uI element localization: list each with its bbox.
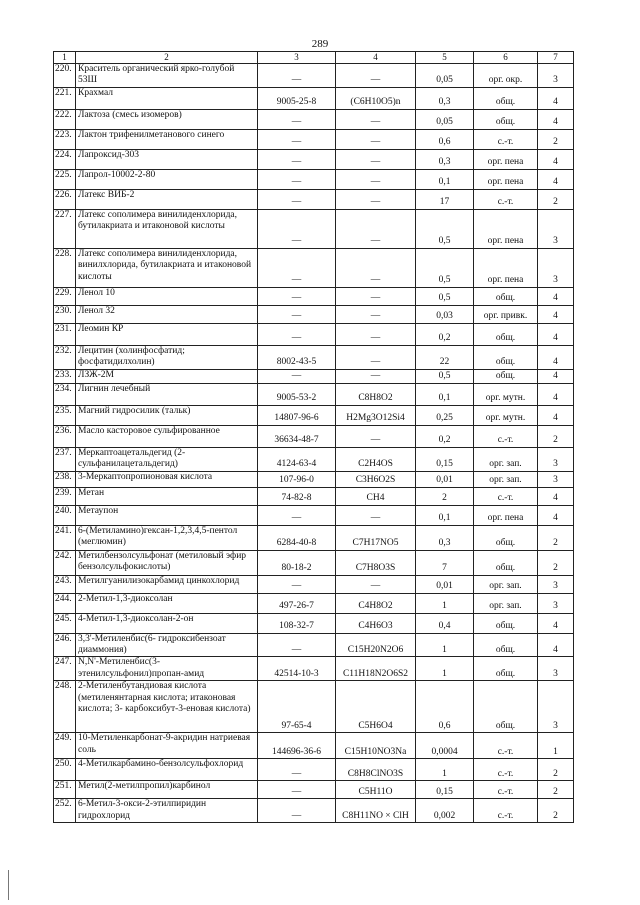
- hazard-class: 2: [538, 759, 574, 781]
- substance-name: 3-Меркаптопропионовая кислота: [76, 471, 258, 487]
- hazard-type: с.-т.: [474, 799, 538, 823]
- hazard-class: 1: [538, 733, 574, 759]
- substance-name: 4-Метил-1,3-диоксолан-2-он: [76, 613, 258, 633]
- substance-name: Латекс сополимера винилиденхлорида, винилхлорида, бутилакриата и итаконовой кислоты: [76, 248, 258, 287]
- hazard-type: с.-т.: [474, 189, 538, 209]
- col-header-3: 3: [258, 52, 336, 64]
- chemical-formula: C8H8ClNO3S: [336, 759, 416, 781]
- chemical-formula: H2Mg3O12Si4: [336, 405, 416, 425]
- row-number: 241.: [54, 525, 76, 550]
- chemical-formula: C4H6O3: [336, 613, 416, 633]
- table-row: [54, 383, 574, 405]
- hazard-class: 4: [538, 287, 574, 305]
- table-row: [54, 305, 574, 323]
- hazard-type: общ.: [474, 657, 538, 681]
- hazard-class: 4: [538, 323, 574, 345]
- hazard-class: 4: [538, 487, 574, 505]
- table-row: [54, 681, 574, 733]
- substance-name: 6-(Метиламино)гексан-1,2,3,4,5-пентол (меглюмин): [76, 525, 258, 550]
- col-header-5: 5: [416, 52, 474, 64]
- cas-number: 8002-43-5: [258, 345, 336, 369]
- hazard-type: с.-т.: [474, 129, 538, 149]
- hazard-type: орг. зап.: [474, 447, 538, 471]
- cas-number: —: [258, 575, 336, 593]
- chemical-formula: C5H6O4: [336, 681, 416, 733]
- chemical-formula: C11H18N2O6S2: [336, 657, 416, 681]
- chemical-formula: —: [336, 189, 416, 209]
- substance-name: Метилгуанилизокарбамид цинкохлорид: [76, 575, 258, 593]
- substance-name: Латекс сополимера винилиденхлорида, бутилакриата и итаконовой кислоты: [76, 209, 258, 248]
- chemical-formula: —: [336, 109, 416, 129]
- hazard-type: общ.: [474, 633, 538, 657]
- row-number: 224.: [54, 149, 76, 169]
- hazard-type: общ.: [474, 550, 538, 575]
- table-row: [54, 209, 574, 248]
- cas-number: 80-18-2: [258, 550, 336, 575]
- table-row: [54, 487, 574, 505]
- chemical-formula: C7H8O3S: [336, 550, 416, 575]
- chemical-formula: C7H17NO5: [336, 525, 416, 550]
- hazard-type: общ.: [474, 613, 538, 633]
- row-number: 251.: [54, 781, 76, 799]
- cas-number: —: [258, 305, 336, 323]
- hazard-type: общ.: [474, 369, 538, 383]
- table-row: [54, 369, 574, 383]
- chemical-formula: C15H20N2O6: [336, 633, 416, 657]
- col-header-7: 7: [538, 52, 574, 64]
- hazard-class: 3: [538, 447, 574, 471]
- hazard-type: орг. пена: [474, 505, 538, 525]
- substance-name: Лецитин (холинфосфатид; фосфатидилхолин): [76, 345, 258, 369]
- cas-number: —: [258, 781, 336, 799]
- hazard-class: 4: [538, 305, 574, 323]
- substance-name: 2-Метил-1,3-диоксолан: [76, 593, 258, 613]
- hazard-type: с.-т.: [474, 425, 538, 447]
- table-row: [54, 781, 574, 799]
- cas-number: —: [258, 505, 336, 525]
- cas-number: —: [258, 189, 336, 209]
- hazard-type: общ.: [474, 87, 538, 109]
- row-number: 248.: [54, 681, 76, 733]
- substance-name: Метил(2-метилпропил)карбинол: [76, 781, 258, 799]
- substance-name: 2-Метиленбутандиовая кислота (метиленянтарная кислота; итаконовая кислота; 3- карбоксибут-3-еновая кислота): [76, 681, 258, 733]
- row-number: 229.: [54, 287, 76, 305]
- row-number: 220.: [54, 64, 76, 88]
- row-number: 242.: [54, 550, 76, 575]
- substance-name: Метилбензолсульфонат (метиловый эфир бензолсульфокислоты): [76, 550, 258, 575]
- hazard-type: с.-т.: [474, 487, 538, 505]
- table-row: [54, 425, 574, 447]
- concentration-value: 0,05: [416, 64, 474, 88]
- hazard-type: орг. зап.: [474, 471, 538, 487]
- hazard-class: 4: [538, 109, 574, 129]
- table-row: [54, 657, 574, 681]
- chemical-formula: C2H4OS: [336, 447, 416, 471]
- hazard-type: орг. мутн.: [474, 383, 538, 405]
- chemical-formula: —: [336, 209, 416, 248]
- concentration-value: 0,5: [416, 287, 474, 305]
- substance-name: ЛЗЖ-2М: [76, 369, 258, 383]
- row-number: 228.: [54, 248, 76, 287]
- hazard-type: орг. зап.: [474, 575, 538, 593]
- substance-name: Ленол 32: [76, 305, 258, 323]
- substance-name: Метан: [76, 487, 258, 505]
- substance-name: N,N'-Метиленбис(3-этенилсульфонил)пропан-амид: [76, 657, 258, 681]
- row-number: 236.: [54, 425, 76, 447]
- row-number: 239.: [54, 487, 76, 505]
- hazard-class: 4: [538, 633, 574, 657]
- table-row: [54, 323, 574, 345]
- cas-number: —: [258, 109, 336, 129]
- substance-name: Меркаптоацетальдегид (2-сульфанилацетальдегид): [76, 447, 258, 471]
- hazard-class: 4: [538, 505, 574, 525]
- hazard-type: с.-т.: [474, 733, 538, 759]
- col-header-1: 1: [54, 52, 76, 64]
- row-number: 221.: [54, 87, 76, 109]
- concentration-value: 0,03: [416, 305, 474, 323]
- chemical-formula: —: [336, 149, 416, 169]
- cas-number: —: [258, 209, 336, 248]
- row-number: 234.: [54, 383, 76, 405]
- concentration-value: 0,1: [416, 169, 474, 189]
- hazard-class: 2: [538, 129, 574, 149]
- concentration-value: 1: [416, 633, 474, 657]
- table-row: [54, 287, 574, 305]
- table-row: [54, 64, 574, 88]
- cas-number: 4124-63-4: [258, 447, 336, 471]
- substance-name: Лапроксид-303: [76, 149, 258, 169]
- concentration-value: 0,5: [416, 369, 474, 383]
- hazard-class: 3: [538, 209, 574, 248]
- chemical-formula: CH4: [336, 487, 416, 505]
- chemical-formula: —: [336, 575, 416, 593]
- substance-name: Масло касторовое сульфированное: [76, 425, 258, 447]
- hazard-class: 3: [538, 593, 574, 613]
- substance-name: Крахмал: [76, 87, 258, 109]
- table-row: [54, 613, 574, 633]
- concentration-value: 0,6: [416, 681, 474, 733]
- cas-number: —: [258, 129, 336, 149]
- concentration-value: 1: [416, 759, 474, 781]
- row-number: 247.: [54, 657, 76, 681]
- substance-name: 3,3'-Метиленбис(6- гидроксибензоат диаммония): [76, 633, 258, 657]
- table-row: [54, 447, 574, 471]
- concentration-value: 2: [416, 487, 474, 505]
- concentration-value: 0,3: [416, 87, 474, 109]
- chemical-formula: —: [336, 169, 416, 189]
- substance-name: Лапрол-10002-2-80: [76, 169, 258, 189]
- concentration-value: 0,01: [416, 575, 474, 593]
- hazard-type: орг. пена: [474, 248, 538, 287]
- cas-number: 36634-48-7: [258, 425, 336, 447]
- chemical-formula: —: [336, 64, 416, 88]
- row-number: 240.: [54, 505, 76, 525]
- row-number: 243.: [54, 575, 76, 593]
- cas-number: 497-26-7: [258, 593, 336, 613]
- hazard-class: 2: [538, 781, 574, 799]
- hazard-class: 2: [538, 550, 574, 575]
- hazard-type: орг. зап.: [474, 593, 538, 613]
- hazard-type: общ.: [474, 525, 538, 550]
- hazard-type: с.-т.: [474, 781, 538, 799]
- hazard-class: 4: [538, 405, 574, 425]
- hazard-type: орг. привк.: [474, 305, 538, 323]
- chemical-formula: —: [336, 369, 416, 383]
- table-row: [54, 471, 574, 487]
- substance-name: Латекс ВИБ-2: [76, 189, 258, 209]
- hazard-type: с.-т.: [474, 759, 538, 781]
- table-row: [54, 575, 574, 593]
- concentration-value: 0,15: [416, 781, 474, 799]
- concentration-value: 0,01: [416, 471, 474, 487]
- concentration-value: 0,25: [416, 405, 474, 425]
- substance-name: Ленол 10: [76, 287, 258, 305]
- substance-name: Магний гидросилик (тальк): [76, 405, 258, 425]
- cas-number: 107-96-0: [258, 471, 336, 487]
- scan-edge-mark: [8, 870, 17, 900]
- cas-number: —: [258, 323, 336, 345]
- concentration-value: 0,05: [416, 109, 474, 129]
- substance-name: 6-Метил-3-окси-2-этилпиридин гидрохлорид: [76, 799, 258, 823]
- row-number: 244.: [54, 593, 76, 613]
- hazard-type: орг. окр.: [474, 64, 538, 88]
- chemical-formula: (C6H10O5)n: [336, 87, 416, 109]
- table-row: [54, 405, 574, 425]
- chemical-formula: —: [336, 345, 416, 369]
- hazard-class: 2: [538, 799, 574, 823]
- col-header-2: 2: [76, 52, 258, 64]
- substance-name: 10-Метиленкарбонат-9-акридин натриевая соль: [76, 733, 258, 759]
- concentration-value: 0,6: [416, 129, 474, 149]
- col-header-6: 6: [474, 52, 538, 64]
- hazard-class: 4: [538, 169, 574, 189]
- substance-name: Лактон трифенилметанового синего: [76, 129, 258, 149]
- cas-number: —: [258, 169, 336, 189]
- chemical-formula: C8H8O2: [336, 383, 416, 405]
- row-number: 223.: [54, 129, 76, 149]
- chemical-formula: —: [336, 505, 416, 525]
- hazard-class: 4: [538, 613, 574, 633]
- hazard-type: общ.: [474, 109, 538, 129]
- col-header-4: 4: [336, 52, 416, 64]
- table-row: [54, 189, 574, 209]
- hazard-type: общ.: [474, 681, 538, 733]
- concentration-value: 0,002: [416, 799, 474, 823]
- concentration-value: 0,1: [416, 383, 474, 405]
- hazard-class: 3: [538, 64, 574, 88]
- concentration-value: 0,5: [416, 209, 474, 248]
- cas-number: —: [258, 369, 336, 383]
- row-number: 222.: [54, 109, 76, 129]
- row-number: 252.: [54, 799, 76, 823]
- row-number: 238.: [54, 471, 76, 487]
- table-row: [54, 759, 574, 781]
- table-row: [54, 149, 574, 169]
- chemical-formula: C8H11NO × ClH: [336, 799, 416, 823]
- cas-number: —: [258, 633, 336, 657]
- substance-name: Краситель органический ярко-голубой 53Ш: [76, 64, 258, 88]
- concentration-value: 22: [416, 345, 474, 369]
- hazard-type: общ.: [474, 323, 538, 345]
- hazard-type: орг. пена: [474, 209, 538, 248]
- table-row: [54, 550, 574, 575]
- concentration-value: 7: [416, 550, 474, 575]
- cas-number: 97-65-4: [258, 681, 336, 733]
- hazard-type: орг. мутн.: [474, 405, 538, 425]
- hazard-type: орг. пена: [474, 149, 538, 169]
- chemical-formula: C4H8O2: [336, 593, 416, 613]
- hazard-type: общ.: [474, 287, 538, 305]
- row-number: 225.: [54, 169, 76, 189]
- substance-name: 4-Метилкарбамино-бензолсульфохлорид: [76, 759, 258, 781]
- table-row: [54, 505, 574, 525]
- row-number: 226.: [54, 189, 76, 209]
- concentration-value: 0,4: [416, 613, 474, 633]
- chemical-formula: —: [336, 305, 416, 323]
- concentration-value: 0,3: [416, 525, 474, 550]
- hazard-class: 2: [538, 189, 574, 209]
- row-number: 246.: [54, 633, 76, 657]
- chemical-formula: —: [336, 129, 416, 149]
- concentration-value: 0,2: [416, 323, 474, 345]
- chemical-formula: C3H6O2S: [336, 471, 416, 487]
- cas-number: 74-82-8: [258, 487, 336, 505]
- row-number: 245.: [54, 613, 76, 633]
- cas-number: —: [258, 759, 336, 781]
- concentration-value: 1: [416, 593, 474, 613]
- hazard-class: 4: [538, 369, 574, 383]
- row-number: 231.: [54, 323, 76, 345]
- table-row: [54, 87, 574, 109]
- table-row: [54, 109, 574, 129]
- cas-number: 42514-10-3: [258, 657, 336, 681]
- chemical-formula: —: [336, 323, 416, 345]
- cas-number: 14807-96-6: [258, 405, 336, 425]
- cas-number: —: [258, 799, 336, 823]
- hazard-class: 2: [538, 425, 574, 447]
- hazard-class: 4: [538, 149, 574, 169]
- cas-number: —: [258, 248, 336, 287]
- cas-number: —: [258, 149, 336, 169]
- hazard-class: 4: [538, 345, 574, 369]
- table-header-row: [54, 52, 574, 64]
- cas-number: —: [258, 287, 336, 305]
- concentration-value: 0,1: [416, 505, 474, 525]
- cas-number: 108-32-7: [258, 613, 336, 633]
- hazard-class: 3: [538, 681, 574, 733]
- table-row: [54, 799, 574, 823]
- row-number: 230.: [54, 305, 76, 323]
- table-row: [54, 593, 574, 613]
- hazard-class: 4: [538, 383, 574, 405]
- table-row: [54, 733, 574, 759]
- row-number: 233.: [54, 369, 76, 383]
- concentration-value: 0,0004: [416, 733, 474, 759]
- table-row: [54, 129, 574, 149]
- row-number: 250.: [54, 759, 76, 781]
- substance-name: Метаупон: [76, 505, 258, 525]
- row-number: 235.: [54, 405, 76, 425]
- hazard-type: общ.: [474, 345, 538, 369]
- substance-name: Лигнин лечебный: [76, 383, 258, 405]
- hazard-class: 3: [538, 471, 574, 487]
- table-row: [54, 525, 574, 550]
- hazard-class: 3: [538, 575, 574, 593]
- page-number: 289: [311, 38, 329, 50]
- table-row: [54, 169, 574, 189]
- chemical-formula: —: [336, 287, 416, 305]
- substance-name: Леомин КР: [76, 323, 258, 345]
- cas-number: 6284-40-8: [258, 525, 336, 550]
- table-row: [54, 345, 574, 369]
- concentration-value: 17: [416, 189, 474, 209]
- cas-number: —: [258, 64, 336, 88]
- cas-number: 144696-36-6: [258, 733, 336, 759]
- chemical-formula: C5H11O: [336, 781, 416, 799]
- row-number: 249.: [54, 733, 76, 759]
- chemical-formula: C15H10NO3Na: [336, 733, 416, 759]
- chemical-formula: —: [336, 248, 416, 287]
- hazard-class: 2: [538, 525, 574, 550]
- hazard-class: 3: [538, 248, 574, 287]
- hazard-class: 4: [538, 87, 574, 109]
- concentration-value: 0,3: [416, 149, 474, 169]
- row-number: 227.: [54, 209, 76, 248]
- row-number: 237.: [54, 447, 76, 471]
- concentration-value: 1: [416, 657, 474, 681]
- hazard-type: орг. пена: [474, 169, 538, 189]
- substances-table: [53, 51, 574, 823]
- cas-number: 9005-53-2: [258, 383, 336, 405]
- concentration-value: 0,15: [416, 447, 474, 471]
- row-number: 232.: [54, 345, 76, 369]
- concentration-value: 0,5: [416, 248, 474, 287]
- concentration-value: 0,2: [416, 425, 474, 447]
- table-row: [54, 633, 574, 657]
- substance-name: Лактоза (смесь изомеров): [76, 109, 258, 129]
- cas-number: 9005-25-8: [258, 87, 336, 109]
- hazard-class: 3: [538, 657, 574, 681]
- chemical-formula: —: [336, 425, 416, 447]
- table-row: [54, 248, 574, 287]
